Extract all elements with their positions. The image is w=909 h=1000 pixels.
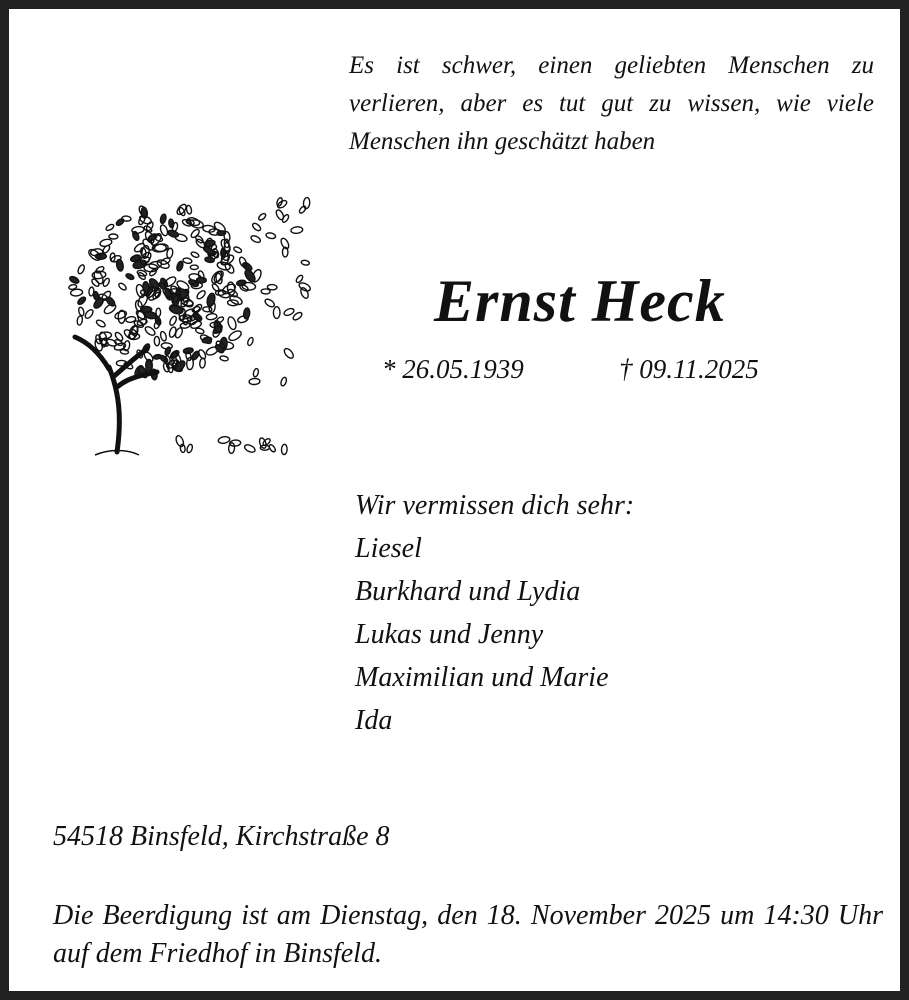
- deceased-name: Ernst Heck: [434, 268, 726, 334]
- family-member: Ida: [355, 705, 393, 736]
- windblown-tree-icon: [47, 177, 312, 462]
- memorial-quote: Es ist schwer, einen geliebten Menschen zu verlieren, aber es tut gut zu wissen, wie viele Menschen ihn geschätzt haben: [349, 52, 874, 155]
- family-heading: Wir vermissen dich sehr:: [355, 490, 635, 521]
- family-member: Burkhard und Lydia: [355, 576, 581, 607]
- death-date: † 09.11.2025: [619, 354, 759, 384]
- birth-date: * 26.05.1939: [382, 354, 524, 384]
- family-address: 54518 Binsfeld, Kirchstraße 8: [53, 821, 390, 852]
- funeral-info: Die Beerdigung ist am Dienstag, den 18. November 2025 um 14:30 Uhr auf dem Friedhof in Binsfeld.: [53, 900, 883, 969]
- family-member: Maximilian und Marie: [355, 662, 609, 693]
- family-section: [355, 484, 805, 742]
- family-member: Liesel: [355, 533, 422, 564]
- family-member: Lukas und Jenny: [355, 619, 544, 650]
